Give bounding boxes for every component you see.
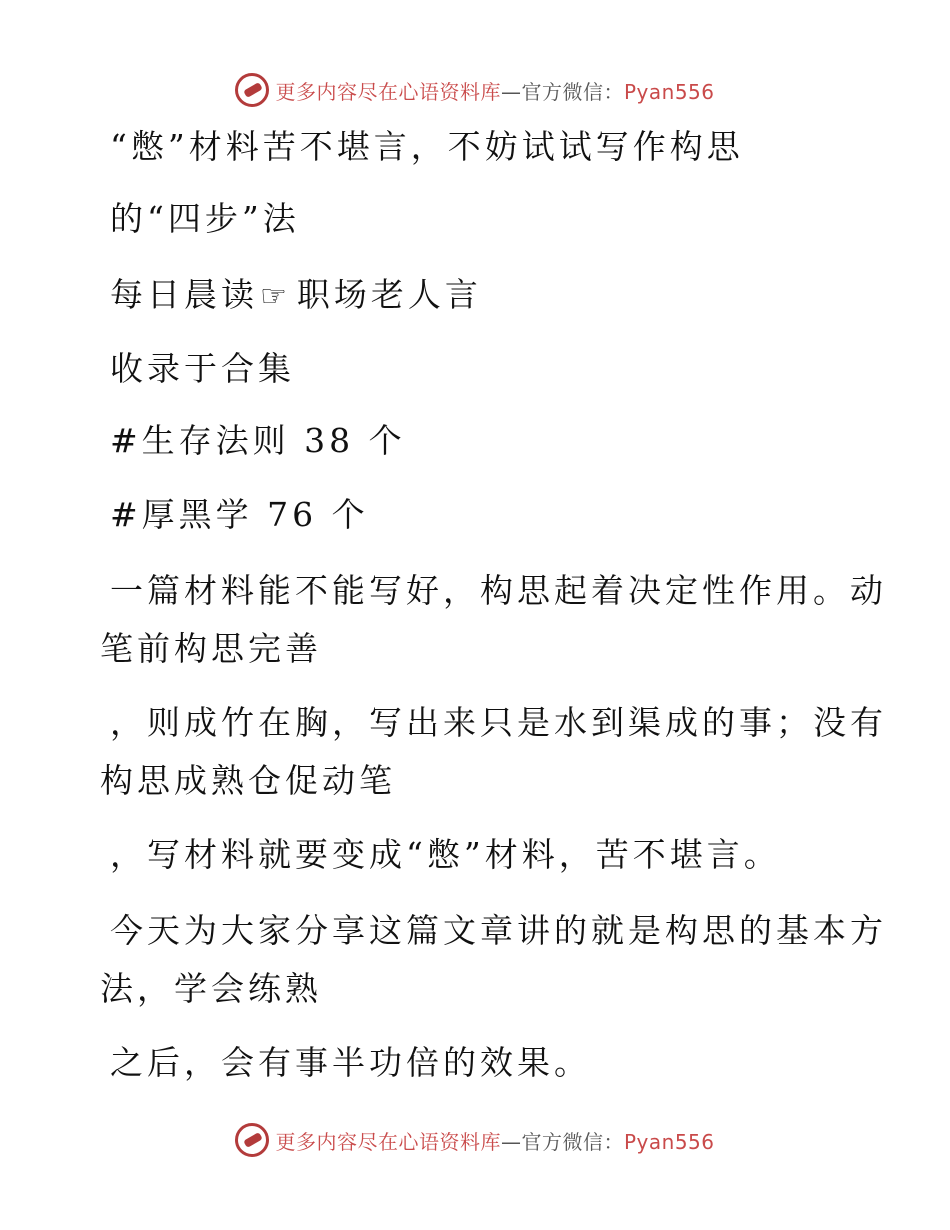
banner-dash: — — [500, 79, 522, 104]
paragraph-2-line-1: ，则成竹在胸，写出来只是水到渠成的事；没有 — [110, 703, 887, 742]
daily-reading-prefix: 每日晨读 — [110, 275, 258, 314]
banner-site-text: 更多内容尽在心语资料库 — [275, 79, 501, 104]
paragraph-4-line-1: 今天为大家分享这篇文章讲的就是构思的基本方 — [110, 911, 887, 950]
pointing-hand-icon: ☞ — [260, 279, 291, 314]
header-banner — [0, 70, 950, 110]
daily-reading-line — [100, 262, 850, 330]
paragraph-2-line-2: 构思成熟仓促动笔 — [100, 761, 396, 800]
paragraph-1-line-1: 一篇材料能不能写好，构思起着决定性作用。动 — [110, 571, 887, 610]
daily-reading-suffix: 职场老人言 — [296, 275, 482, 314]
banner-account: Pyan556 — [623, 79, 715, 104]
paragraph-3: ，写材料就要变成“憋”材料，苦不堪言。 — [110, 835, 781, 874]
banner-site-text: 更多内容尽在心语资料库 — [275, 1129, 501, 1154]
tag-survival-rules[interactable]: #生存法则 38 个 — [110, 421, 406, 460]
paragraph-5: 之后，会有事半功倍的效果。 — [110, 1043, 591, 1082]
collected-label: 收录于合集 — [110, 349, 295, 388]
article-title-line-1: “憋”材料苦不堪言，不妨试试写作构思 — [110, 127, 744, 166]
pen-logo-icon — [235, 1123, 269, 1157]
banner-account: Pyan556 — [623, 1129, 715, 1154]
banner-wechat-label: 官方微信： — [521, 79, 624, 104]
banner-dash: — — [500, 1129, 522, 1154]
pen-logo-icon — [235, 73, 269, 107]
banner-text — [275, 76, 714, 105]
tag-thick-black[interactable]: #厚黑学 76 个 — [110, 495, 369, 534]
paragraph-4-line-2: 法，学会练熟 — [100, 969, 322, 1008]
banner-wechat-label: 官方微信： — [521, 1129, 624, 1154]
banner-text — [275, 1126, 714, 1155]
paragraph-1-line-2: 笔前构思完善 — [100, 629, 322, 668]
footer-banner — [0, 1120, 950, 1160]
article-title-line-2: 的“四步”法 — [110, 199, 300, 238]
